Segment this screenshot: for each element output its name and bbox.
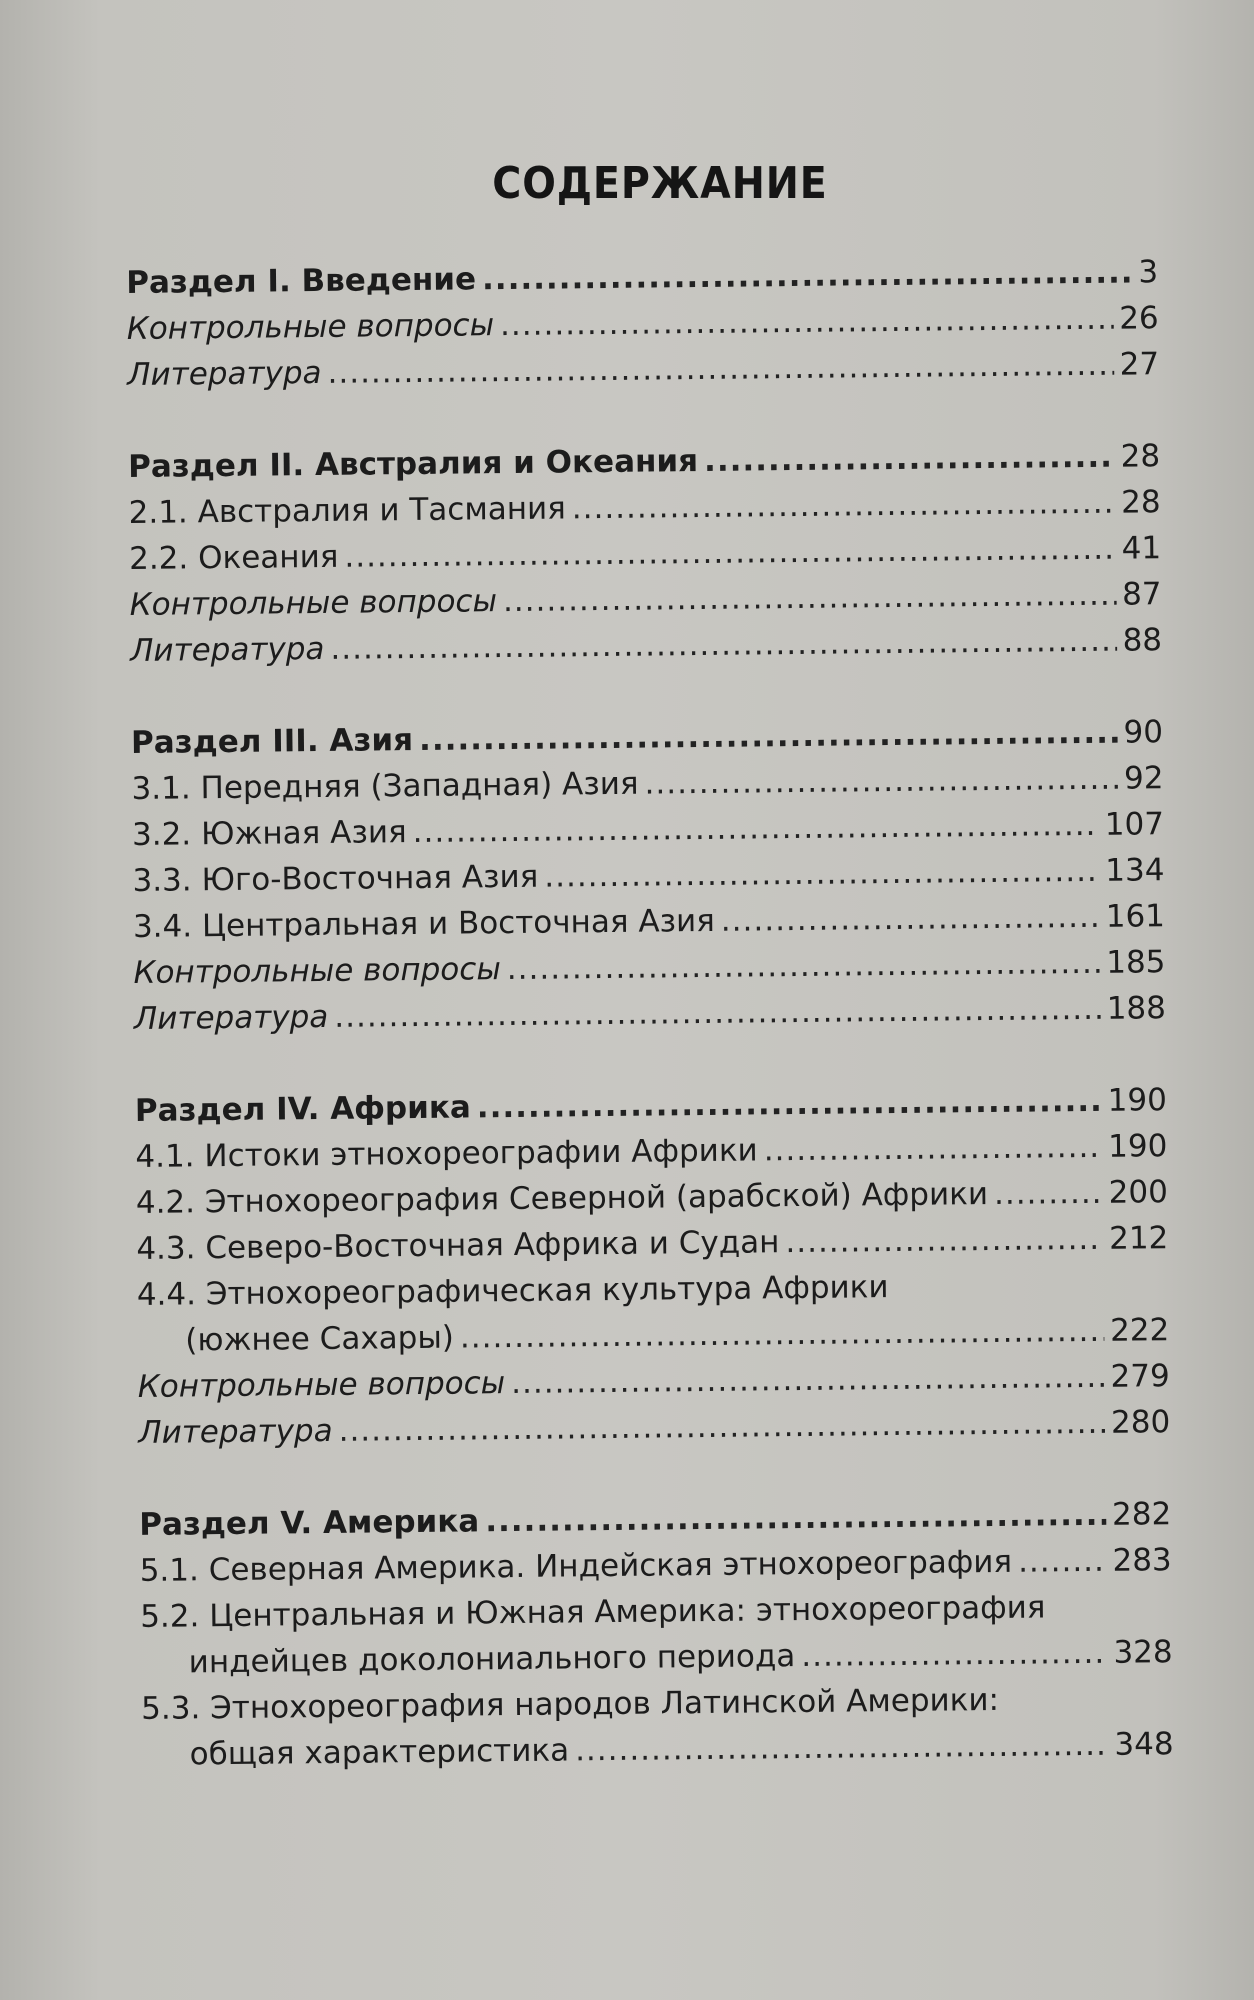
entry-label: Контрольные вопросы [137,1365,506,1405]
entry-label: 2.2. Океания [128,538,339,577]
entry-label: Раздел II. Австралия и Океания [127,443,699,485]
entry-label: 5.2. Центральная и Южная Америка: этнохореография [140,1589,1046,1635]
page-number: 283 [1112,1542,1172,1579]
dot-leader [503,572,1117,624]
page-number: 92 [1123,760,1164,797]
page-number: 280 [1110,1404,1171,1441]
entry-label: 2.1. Австралия и Тасмания [128,490,566,531]
toc-entry [138,1399,1170,1456]
dot-leader [763,1124,1102,1174]
page-number: 161 [1105,898,1166,935]
dot-leader [485,1492,1106,1544]
entry-label: 4.4. Этнохореографическая культура Африки [136,1269,889,1313]
toc-section [139,1491,1174,1778]
entry-label: общая характеристика [189,1732,570,1773]
page-number: 107 [1104,806,1165,843]
dot-leader [477,1078,1102,1131]
dot-leader [330,618,1117,672]
page-number: 188 [1106,990,1167,1027]
dot-leader [575,1722,1109,1774]
page-number: 190 [1107,1128,1168,1165]
dot-leader [419,710,1118,763]
entry-label: 4.2. Этнохореография Северной (арабской) Африки [135,1176,989,1221]
toc-entry [127,341,1159,398]
dot-leader [460,1308,1105,1361]
entry-label: 4.1. Истоки этнохореографии Африки [135,1132,758,1175]
dot-leader [721,894,1100,944]
entry-label: Контрольные вопросы [133,951,502,991]
page-number: 279 [1110,1358,1170,1395]
page-number: 26 [1119,300,1159,337]
entry-label: Литература [129,630,325,669]
entry-label: Литература [127,354,322,393]
page-number: 3 [1138,254,1159,291]
dot-leader [338,1400,1105,1454]
page-number: 222 [1109,1312,1170,1349]
dot-leader [704,434,1115,484]
dot-leader [644,756,1118,807]
page-number: 88 [1122,622,1163,659]
entry-label: Литература [138,1412,333,1451]
dot-leader [507,940,1101,992]
dot-leader [544,848,1099,900]
dot-leader [344,526,1116,580]
entry-label: Контрольные вопросы [126,307,495,347]
entry-label: 5.1. Северная Америка. Индейская этнохореография [139,1543,1013,1589]
page-number: 190 [1107,1082,1168,1119]
entry-label: Раздел IV. Африка [134,1089,472,1129]
toc-section [126,249,1159,398]
entry-label: 3.2. Южная Азия [131,814,407,853]
page-number: 41 [1121,530,1162,567]
dot-leader [572,480,1116,532]
page-number: 328 [1113,1634,1173,1671]
page-number: 134 [1105,852,1165,889]
dot-leader [785,1216,1103,1265]
dot-leader [334,986,1101,1040]
table-of-contents [126,249,1174,1824]
page-number: 200 [1108,1174,1169,1211]
entry-label: Контрольные вопросы [129,583,498,623]
dot-leader [1018,1538,1107,1585]
page-number: 87 [1121,576,1162,613]
toc-entry [130,617,1162,674]
page-number: 90 [1123,714,1164,751]
entry-label: (южнее Сахары) [185,1319,455,1359]
dot-leader [327,342,1114,396]
entry-label: 3.4. Центральная и Восточная Азия [132,902,716,945]
page-number: 28 [1120,484,1161,521]
entry-label: Раздел III. Азия [130,722,414,761]
entry-label: Раздел V. Америка [139,1503,480,1543]
dot-leader [412,802,1099,855]
page-number: 27 [1119,346,1160,383]
page-title: СОДЕРЖАНИЕ [492,158,828,209]
entry-label: 4.3. Северо-Восточная Африка и Судан [136,1224,780,1267]
dot-leader [801,1630,1108,1679]
dot-leader [482,249,1133,302]
entry-label: Литература [133,998,329,1037]
entry-label: Раздел I. Введение [126,261,477,301]
dot-leader [994,1170,1103,1217]
toc-section [135,1077,1171,1456]
entry-label: индейцев доколониального периода [188,1638,796,1681]
entry-label: 3.1. Передняя (Западная) Азия [131,765,639,807]
dot-leader [500,296,1114,348]
page-number: 185 [1106,944,1166,981]
entry-label: 5.3. Этнохореография народов Латинской Америки: [140,1681,1000,1727]
page-number: 28 [1120,438,1161,475]
page-number: 282 [1111,1496,1172,1533]
toc-section [131,709,1166,1042]
page-number: 348 [1114,1726,1174,1763]
toc-entry [141,1721,1173,1778]
toc-entry [134,985,1166,1042]
toc-section [128,433,1162,674]
dot-leader [511,1354,1105,1406]
page-number: 212 [1108,1220,1169,1257]
entry-label: 3.3. Юго-Восточная Азия [132,858,539,899]
